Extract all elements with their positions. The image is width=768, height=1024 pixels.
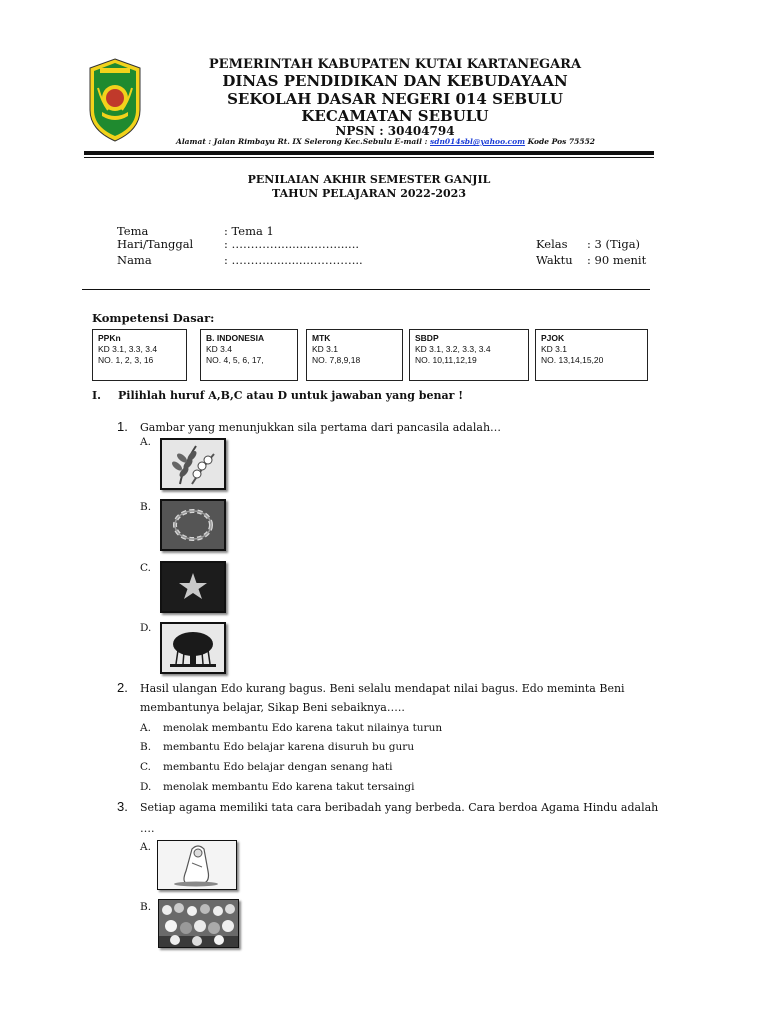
- chain-icon: [162, 501, 224, 549]
- nama-value: : ………..............………...: [224, 253, 363, 267]
- npsn: NPSN : 30404794: [335, 124, 455, 138]
- rice-cotton-icon: [162, 440, 224, 488]
- tema-label: Tema: [117, 224, 149, 238]
- praying-person-icon: [158, 841, 235, 888]
- address-prefix: Alamat : Jalan Rimbayu Rt. IX Selerong Kec.Sebulu E-mail :: [176, 137, 430, 146]
- section-instruction: Pilihlah huruf A,B,C atau D untuk jawaban yang benar !: [118, 389, 464, 402]
- section-heading: [92, 389, 463, 402]
- hari-value: : ………….........…….......: [224, 237, 360, 251]
- kd-box-ppkn: [92, 329, 187, 381]
- q2-text-line1: Hasil ulangan Edo kurang bagus. Beni selalu mendapat nilai bagus. Edo meminta Beni: [140, 682, 625, 695]
- q2-option-c-letter: C.: [140, 761, 151, 773]
- address-suffix: Kode Pos 75552: [525, 137, 596, 146]
- q2-option-c-text[interactable]: membantu Edo belajar dengan senang hati: [163, 761, 393, 773]
- district-name: KECAMATAN SEBULU: [301, 107, 489, 125]
- hari-label: Hari/Tanggal: [117, 237, 194, 251]
- q2-option-b-letter: B.: [140, 741, 152, 753]
- gov-name: PEMERINTAH KABUPATEN KUTAI KARTANEGARA: [208, 57, 582, 72]
- q3-option-b-letter: B.: [140, 901, 152, 913]
- kompetensi-title: Kompetensi Dasar:: [92, 311, 215, 325]
- kd-box-bindonesia: [200, 329, 298, 381]
- q2-option-b-text[interactable]: membantu Edo belajar karena disuruh bu guru: [163, 741, 415, 753]
- q2-text-line2: membantunya belajar, Sikap Beni sebaiknya…..: [140, 701, 405, 714]
- kd-numbers: NO. 13,14,15,20: [541, 355, 604, 365]
- q2-number: 2.: [117, 680, 128, 695]
- nama-label: Nama: [117, 253, 152, 267]
- kd-numbers: NO. 7,8,9,18: [312, 355, 361, 365]
- q1-option-c-letter: C.: [140, 562, 151, 574]
- q3-text-line1: Setiap agama memiliki tata cara beribadah yang berbeda. Cara berdoa Agama Hindu adalah: [140, 801, 659, 814]
- tema-value: : Tema 1: [224, 224, 274, 238]
- department-name: DINAS PENDIDIKAN DAN KEBUDAYAAN: [222, 72, 568, 90]
- q2-option-a-text[interactable]: menolak membantu Edo karena takut nilainya turun: [163, 722, 443, 734]
- letterhead-divider-thick: [84, 151, 654, 155]
- q3-option-b-image[interactable]: [158, 899, 239, 948]
- banyan-tree-icon: [162, 624, 224, 672]
- kd-codes: KD 3.1: [312, 344, 338, 354]
- q2-option-d-text[interactable]: menolak membantu Edo karena takut tersaingi: [163, 781, 415, 793]
- kd-codes: KD 3.1, 3.3, 3.4: [98, 344, 158, 354]
- q1-option-a-image[interactable]: [160, 438, 226, 490]
- q1-option-b-image[interactable]: [160, 499, 226, 551]
- kd-subject: SBDP: [415, 333, 439, 343]
- kd-codes: KD 3.1, 3.2, 3.3, 3.4: [415, 344, 491, 354]
- exam-title: PENILAIAN AKHIR SEMESTER GANJIL: [247, 173, 491, 186]
- q1-option-a-letter: A.: [140, 436, 151, 448]
- kd-subject: PJOK: [541, 333, 565, 343]
- q1-option-c-image[interactable]: [160, 561, 226, 613]
- section-roman: I.: [92, 389, 101, 402]
- q1-number: 1.: [117, 419, 128, 434]
- q2-option-a-letter: A.: [140, 722, 151, 734]
- kd-box-pjok: [535, 329, 648, 381]
- email-link[interactable]: sdn014sbl@yahoo.com: [430, 137, 526, 146]
- waktu-value: : 90 menit: [587, 253, 647, 267]
- kd-codes: KD 3.1: [541, 344, 567, 354]
- kelas-label: Kelas: [536, 237, 568, 251]
- kd-box-mtk: [306, 329, 403, 381]
- info-divider: [82, 289, 650, 290]
- exam-year: TAHUN PELAJARAN 2022-2023: [271, 187, 466, 200]
- crowd-praying-icon: [159, 900, 238, 947]
- star-icon: [162, 563, 224, 611]
- kd-subject: B. INDONESIA: [206, 333, 265, 343]
- kd-numbers: NO. 10,11,12,19: [415, 355, 477, 365]
- school-address: [176, 137, 646, 146]
- kd-codes: KD 3.4: [206, 344, 232, 354]
- kd-numbers: NO. 1, 2, 3, 16: [98, 355, 154, 365]
- q1-option-d-letter: D.: [140, 622, 152, 634]
- kd-numbers: NO. 4, 5, 6, 17,: [206, 355, 264, 365]
- q3-option-a-letter: A.: [140, 841, 151, 853]
- school-name: SEKOLAH DASAR NEGERI 014 SEBULU: [227, 90, 563, 108]
- letterhead-divider-thin: [84, 157, 654, 158]
- q1-option-b-letter: B.: [140, 501, 152, 513]
- q3-number: 3.: [117, 799, 128, 814]
- waktu-label: Waktu: [536, 253, 573, 267]
- q1-option-d-image[interactable]: [160, 622, 226, 674]
- kd-subject: MTK: [312, 333, 331, 343]
- q1-text: Gambar yang menunjukkan sila pertama dari pancasila adalah…: [140, 421, 502, 434]
- q2-option-d-letter: D.: [140, 781, 152, 793]
- school-district-logo: [88, 58, 142, 142]
- kelas-value: : 3 (Tiga): [587, 237, 641, 251]
- q3-text-line2: ….: [140, 822, 155, 835]
- kd-box-sbdp: [409, 329, 529, 381]
- q3-option-a-image[interactable]: [157, 840, 237, 890]
- kd-subject: PPKn: [98, 333, 121, 343]
